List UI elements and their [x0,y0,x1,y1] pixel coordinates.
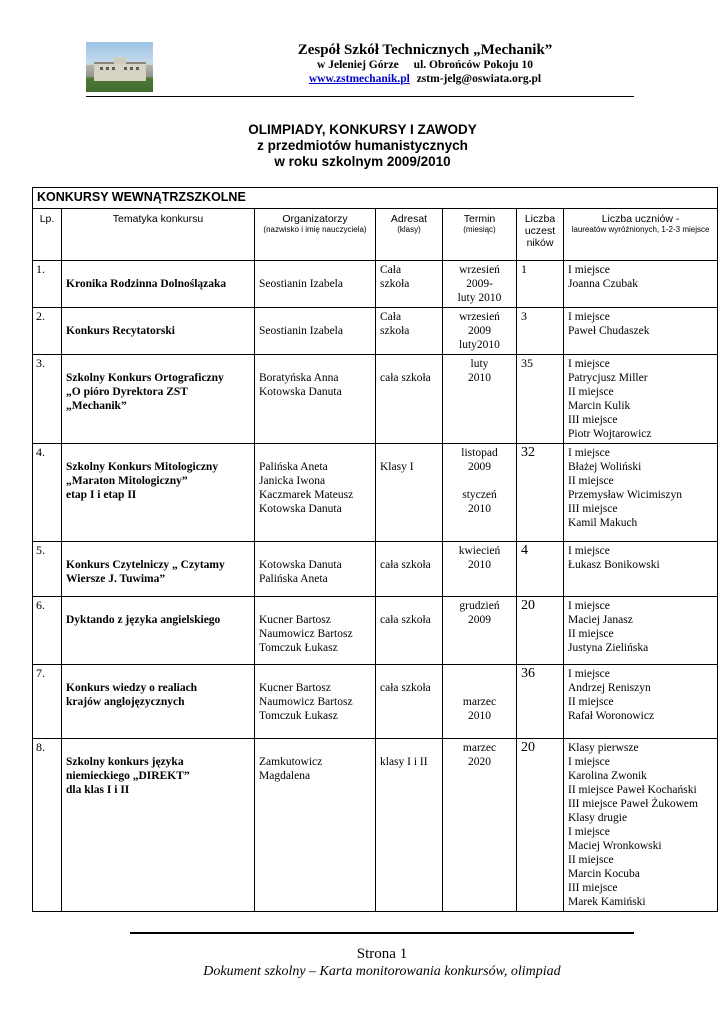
winners-list: I miejsce Paweł Chudaszek [564,308,718,355]
row-number: 6. [33,597,62,665]
school-address [200,59,650,71]
col-header-lp: Lp. [33,209,62,261]
winners-list: I miejsce Andrzej Reniszyn II miejsce Rafał Woronowicz [564,665,718,739]
row-number: 3. [33,355,62,444]
winners-list: I miejsce Maciej Janasz II miejsce Justyna Zielińska [564,597,718,665]
contest-audience: cała szkoła [376,355,443,444]
contest-audience: Cała szkoła [376,261,443,308]
winners-list: I miejsce Błażej Woliński II miejsce Przemysław Wicimiszyn III miejsce Kamil Makuch [564,444,718,542]
participant-count: 36 [517,665,564,739]
document-title: OLIMPIADY, KONKURSY I ZAWODY [248,122,477,137]
contest-term: marzec 2010 [443,665,517,739]
col-header-winners: Liczba uczniów - laureatów wyróżnionych, 1-2-3 miejsce [564,209,718,261]
participant-count: 32 [517,444,564,542]
winners-list: I miejsce Joanna Czubak [564,261,718,308]
header-divider [86,96,634,97]
contest-term: listopad 2009 styczeń 2010 [443,444,517,542]
contest-term: marzec 2020 [443,739,517,912]
document-subtitle: z przedmiotów humanistycznych [257,138,468,153]
contest-topic: Dyktando z języka angielskiego [62,597,255,665]
contest-topic: Kronika Rodzinna Dolnoślązaka [62,261,255,308]
participant-count: 1 [517,261,564,308]
contest-audience: cała szkoła [376,597,443,665]
contest-term: kwiecień 2010 [443,542,517,597]
contest-term: wrzesień 2009 luty2010 [443,308,517,355]
contest-topic: Konkurs Czytelniczy „ Czytamy Wiersze J. Tuwima” [62,542,255,597]
col-header-topic: Tematyka konkursu [62,209,255,261]
table-row [33,308,718,355]
school-street: ul. Obrońców Pokoju 10 [413,59,533,71]
school-email: zstm-jelg@oswiata.org.pl [416,73,542,85]
contests-table [32,187,718,912]
row-number: 4. [33,444,62,542]
contest-topic: Konkurs Recytatorski [62,308,255,355]
row-number: 1. [33,261,62,308]
website-link[interactable]: www.zstmechanik.pl [308,73,410,85]
table-row [33,355,718,444]
participant-count: 20 [517,597,564,665]
contest-audience: cała szkoła [376,542,443,597]
row-number: 5. [33,542,62,597]
contest-term: wrzesień 2009- luty 2010 [443,261,517,308]
contest-topic: Szkolny Konkurs Ortograficzny „O pióro Dyrektora ZST „Mechanik” [62,355,255,444]
page-number: Strona 1 [356,946,408,962]
table-row [33,665,718,739]
contest-audience: Klasy I [376,444,443,542]
row-number: 8. [33,739,62,912]
section-header: KONKURSY WEWNĄTRZSZKOLNE [33,188,718,209]
school-contact [200,73,650,85]
table-row [33,261,718,308]
school-city: w Jeleniej Górze [317,59,399,71]
table-row [33,597,718,665]
col-header-organizers: Organizatorzy (nazwisko i imię nauczyciela) [255,209,376,261]
contest-organizers: Kotowska Danuta Palińska Aneta [255,542,376,597]
contest-audience: klasy I i II [376,739,443,912]
school-name: Zespół Szkół Technicznych „Mechanik” [297,42,553,58]
row-number: 7. [33,665,62,739]
table-row [33,444,718,542]
contest-organizers: Boratyńska Anna Kotowska Danuta [255,355,376,444]
school-building-photo [86,42,153,92]
contest-organizers: Seostianin Izabela [255,308,376,355]
document-year: w roku szkolnym 2009/2010 [274,154,451,169]
contest-organizers: Kucner Bartosz Naumowicz Bartosz Tomczuk Łukasz [255,665,376,739]
contest-term: grudzień 2009 [443,597,517,665]
contest-audience: cała szkoła [376,665,443,739]
contest-organizers: Kucner Bartosz Naumowicz Bartosz Tomczuk Łukasz [255,597,376,665]
contest-topic: Szkolny Konkurs Mitologiczny „Maraton Mitologiczny” etap I i etap II [62,444,255,542]
table-row [33,542,718,597]
contest-topic: Szkolny konkurs języka niemieckiego „DIREKT” dla klas I i II [62,739,255,912]
contest-organizers: Zamkutowicz Magdalena [255,739,376,912]
participant-count: 3 [517,308,564,355]
col-header-count: Liczba uczest ników [517,209,564,261]
participant-count: 4 [517,542,564,597]
col-header-audience: Adresat (klasy) [376,209,443,261]
contest-organizers: Seostianin Izabela [255,261,376,308]
col-header-term: Termin (miesiąc) [443,209,517,261]
participant-count: 20 [517,739,564,912]
contest-term: luty 2010 [443,355,517,444]
table-row [33,739,718,912]
winners-list: I miejsce Łukasz Bonikowski [564,542,718,597]
winners-list: I miejsce Patrycjusz Miller II miejsce Marcin Kulik III miejsce Piotr Wojtarowicz [564,355,718,444]
row-number: 2. [33,308,62,355]
contest-audience: Cała szkoła [376,308,443,355]
winners-list: Klasy pierwsze I miejsce Karolina Zwonik II miejsce Paweł Kochański III miejsce Paweł Żukowem Klasy drugie I miejsce Maciej Wronkowski II miejsce Marcin Kocuba III miejsce Marek Kamiński [564,739,718,912]
contest-organizers: Palińska Aneta Janicka Iwona Kaczmarek Mateusz Kotowska Danuta [255,444,376,542]
participant-count: 35 [517,355,564,444]
contest-topic: Konkurs wiedzy o realiach krajów anglojęzycznych [62,665,255,739]
footer-note: Dokument szkolny – Karta monitorowania konkursów, olimpiad [203,964,561,979]
footer-divider [130,932,634,934]
